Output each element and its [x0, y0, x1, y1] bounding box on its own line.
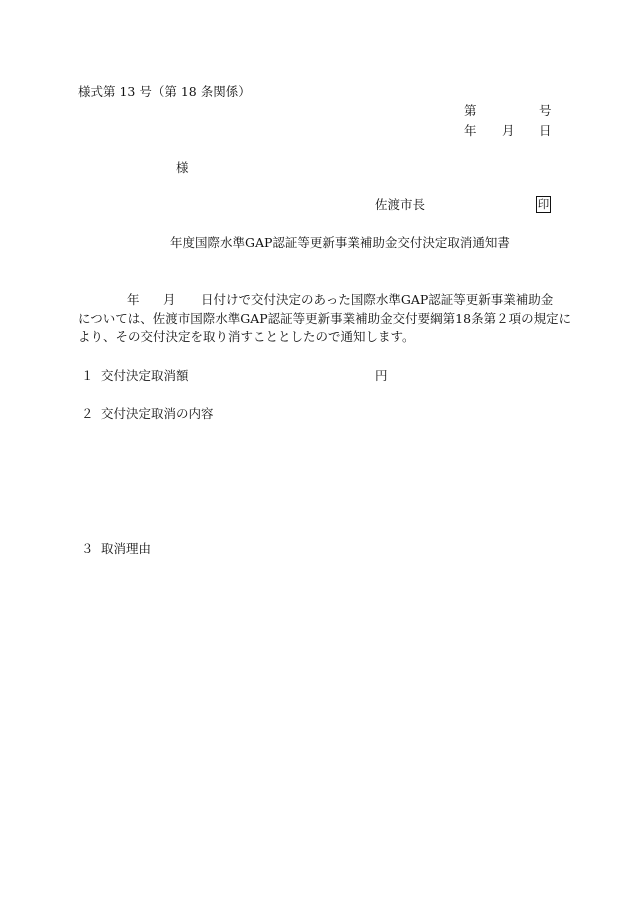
document-number-suffix: 号 [539, 103, 552, 118]
body-text-line3: より、その交付決定を取り消すこととしたので通知します。 [78, 329, 415, 344]
item-number: １ [81, 368, 94, 383]
item-label-cancel-amount: 交付決定取消額 [101, 368, 189, 383]
item-label-cancel-content: 交付決定取消の内容 [101, 406, 214, 421]
date-day-label: 日 [539, 123, 552, 138]
item-unit-yen: 円 [375, 368, 388, 383]
item-number: ３ [81, 541, 94, 556]
date-month-label: 月 [502, 123, 515, 138]
body-text-line1: 日付けで交付決定のあった国際水準GAP認証等更新事業補助金 [201, 292, 554, 307]
document-number-prefix: 第 [464, 103, 477, 118]
addressee-honorific: 様 [176, 160, 189, 175]
seal-mark: 印 [536, 196, 551, 213]
body-month-label: 月 [163, 292, 176, 307]
sender-name: 佐渡市長 [375, 197, 426, 212]
item-number: ２ [81, 406, 94, 421]
body-year-label: 年 [127, 292, 140, 307]
document-title: 年度国際水準GAP認証等更新事業補助金交付決定取消通知書 [170, 235, 510, 250]
date-year-label: 年 [464, 123, 477, 138]
form-number: 様式第 13 号（第 18 条関係） [78, 84, 251, 99]
body-text-line2: については、佐渡市国際水準GAP認証等更新事業補助金交付要綱第18条第２項の規定に [78, 311, 572, 326]
item-label-cancel-reason: 取消理由 [101, 541, 152, 556]
